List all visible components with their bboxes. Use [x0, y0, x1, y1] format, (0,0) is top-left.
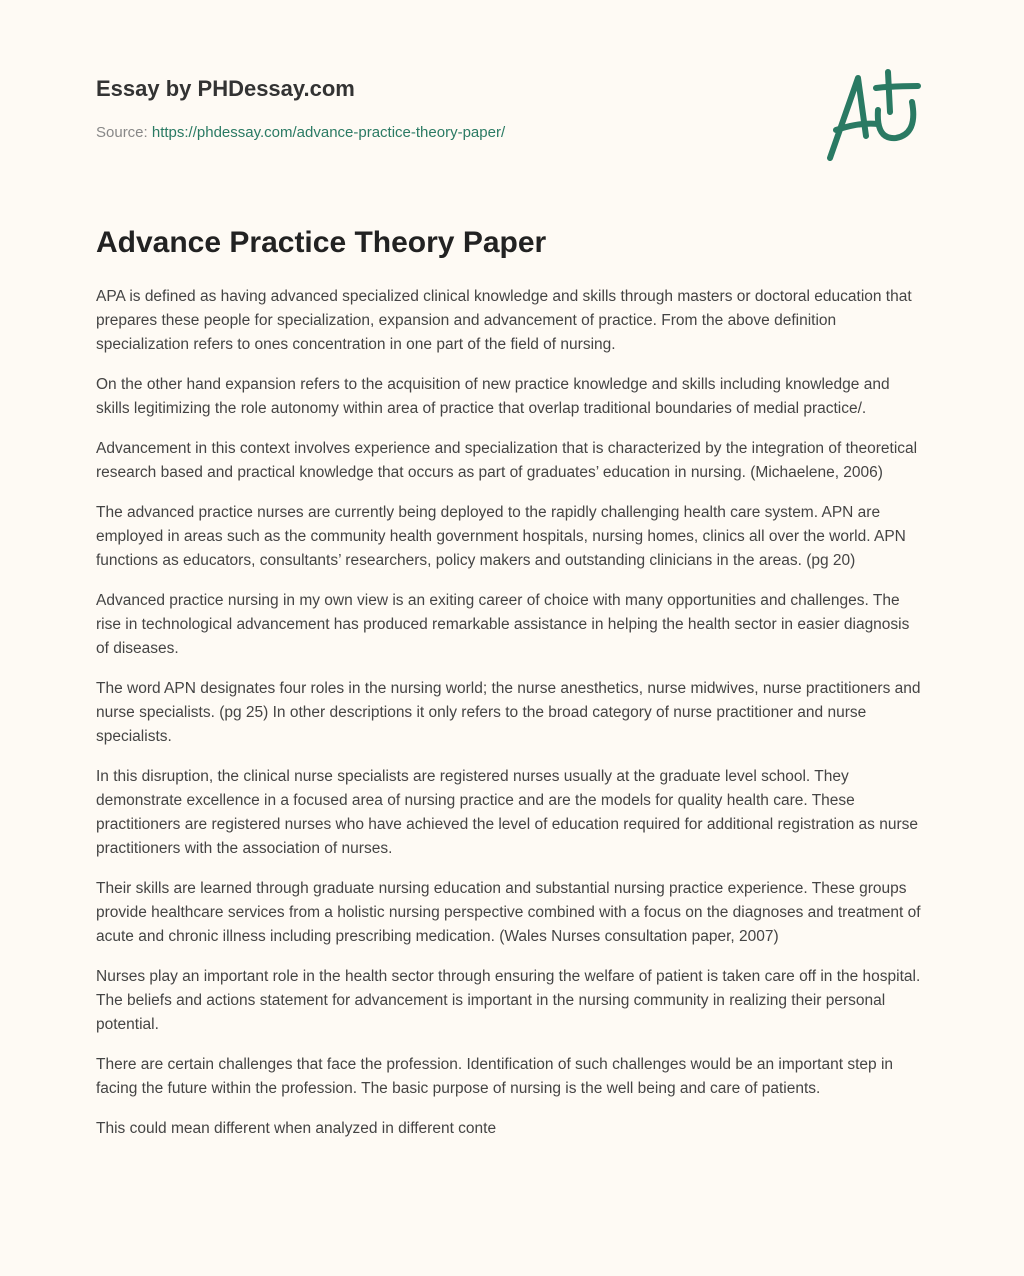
paragraph: This could mean different when analyzed in different conte — [96, 1120, 497, 1137]
paragraph: Advancement in this context involves experience and specialization that is characterized by the integration of theoretical research based and practical knowledge that occurs as part of graduates’ education in nursing. (Michaelene, 2006) — [96, 440, 918, 481]
a-plus-logo-icon — [820, 66, 930, 166]
paragraph: Advanced practice nursing in my own view is an exiting career of choice with many opportunities and challenges. The rise in technological advancement has produced remarkable assistance in helping the health sector in easier diagnosis of diseases. — [96, 592, 910, 657]
source-label: Source: — [96, 124, 152, 141]
source-link[interactable]: https://phdessay.com/advance-practice-theory-paper/ — [151, 124, 506, 141]
paragraph: On the other hand expansion refers to the acquisition of new practice knowledge and skills including knowledge and skills legitimizing the role autonomy within area of practice that overlap traditional boundaries of medial practice/. — [96, 376, 890, 417]
paragraph: The advanced practice nurses are currently being deployed to the rapidly challenging health care system. APN are employed in areas such as the community health government hospitals, nursing homes, clinics all over the world. APN functions as educators, consultants’ researchers, policy makers and outstanding clinicians in the areas. (pg 20) — [96, 504, 906, 569]
brand-title: Essay by PHDessay.com — [96, 76, 355, 101]
paragraph: Nurses play an important role in the health sector through ensuring the welfare of patient is taken care off in the hospital. The beliefs and actions statement for advancement is important in the nursing community in realizing their personal potential. — [96, 968, 921, 1033]
page-title: Advance Practice Theory Paper — [96, 226, 547, 259]
paragraph: APA is defined as having advanced specialized clinical knowledge and skills through masters or doctoral education that prepares these people for specialization, expansion and advancement of practice. From the above definition specialization refers to ones concentration in one part of the field of nursing. — [96, 288, 912, 353]
paragraph: The word APN designates four roles in the nursing world; the nurse anesthetics, nurse midwives, nurse practitioners and nurse specialists. (pg 25) In other descriptions it only refers to the broad category of nurse practitioner and nurse specialists. — [96, 680, 921, 745]
source-line — [96, 124, 505, 141]
essay-body — [96, 285, 926, 1157]
paragraph: There are certain challenges that face the profession. Identification of such challenges would be an important step in facing the future within the profession. The basic purpose of nursing is the well being and care of patients. — [96, 1056, 894, 1097]
paragraph: In this disruption, the clinical nurse specialists are registered nurses usually at the graduate level school. They demonstrate excellence in a focused area of nursing practice and are the models for quality health care. These practitioners are registered nurses who have achieved the level of education required for additional registration as nurse practitioners with the association of nurses. — [96, 768, 918, 857]
paragraph: Their skills are learned through graduate nursing education and substantial nursing practice experience. These groups provide healthcare services from a holistic nursing perspective combined with a focus on the diagnoses and treatment of acute and chronic illness including prescribing medication. (Wales Nurses consultation paper, 2007) — [96, 880, 921, 945]
